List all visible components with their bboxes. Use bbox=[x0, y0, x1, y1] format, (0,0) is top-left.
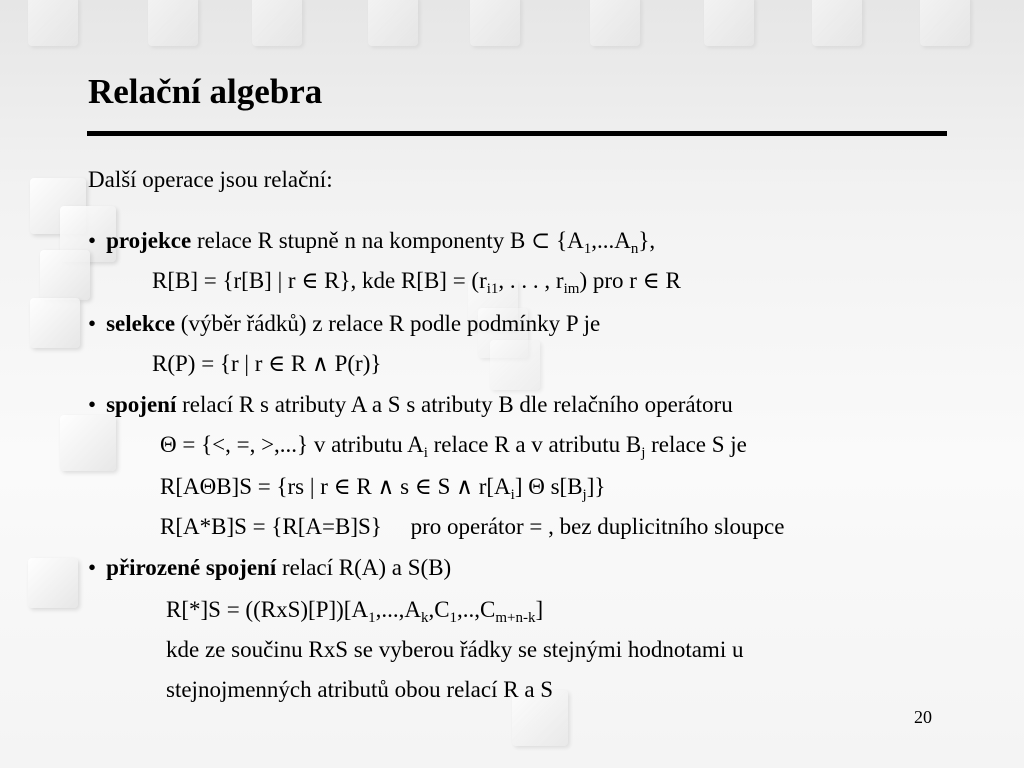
formula-text: Θ = {<, =, >,...} v atributu A bbox=[160, 432, 424, 457]
formula-selekce: R(P) = {r | r ∈ R ∧ P(r)} bbox=[152, 351, 382, 376]
subscript: i bbox=[423, 445, 428, 461]
decorative-square bbox=[252, 0, 302, 46]
subscript: j bbox=[582, 487, 587, 503]
subscript: k bbox=[420, 610, 429, 626]
list-item-prirozene-spojeni bbox=[88, 554, 451, 582]
list-item-selekce bbox=[88, 310, 600, 338]
decorative-square bbox=[28, 558, 78, 608]
explanation-line-1: kde ze součinu RxS se vyberou řádky se stejnými hodnotami u bbox=[166, 637, 744, 662]
formula-text: ,C bbox=[428, 597, 450, 622]
list-item-projekce bbox=[88, 227, 655, 255]
formula-text: R[AΘB]S = {rs | r ∈ R ∧ s ∈ S ∧ r[A bbox=[160, 474, 511, 499]
formula-projekce bbox=[152, 267, 681, 295]
formula-prirozene bbox=[166, 596, 543, 624]
bullet-icon: • bbox=[88, 555, 97, 580]
decorative-square bbox=[920, 0, 970, 46]
spojeni-text: relací R s atributy A a S s atributy B dle relačního operátoru bbox=[176, 392, 733, 417]
decorative-square bbox=[490, 340, 540, 390]
bullet-icon: • bbox=[88, 311, 97, 336]
title-underline bbox=[87, 131, 947, 136]
list-item-spojeni bbox=[88, 391, 733, 419]
subscript: 1 bbox=[583, 241, 592, 257]
subscript: 1 bbox=[449, 610, 458, 626]
subscript: 1 bbox=[368, 610, 376, 626]
decorative-square bbox=[590, 0, 640, 46]
prirozene-text: relací R(A) a S(B) bbox=[276, 555, 452, 580]
formula-text: ] Θ s[B bbox=[514, 474, 583, 499]
bullet-icon: • bbox=[88, 228, 97, 253]
slide-title: Relační algebra bbox=[88, 72, 323, 111]
formula-text: ,...,A bbox=[375, 597, 421, 622]
formula-spojeni-join bbox=[160, 473, 605, 501]
decorative-square bbox=[470, 0, 520, 46]
term-spojeni: spojení bbox=[106, 392, 177, 417]
decorative-square bbox=[60, 415, 116, 471]
subscript: i bbox=[510, 487, 515, 503]
decorative-square bbox=[704, 0, 754, 46]
decorative-square bbox=[148, 0, 198, 46]
formula-text: ,..,C bbox=[457, 597, 496, 622]
decorative-square bbox=[40, 250, 90, 300]
formula-text: ] bbox=[535, 597, 544, 622]
subscript: m+n-k bbox=[495, 610, 536, 626]
subscript: j bbox=[641, 445, 646, 461]
decorative-square bbox=[28, 0, 78, 46]
bullet-icon: • bbox=[88, 392, 97, 417]
projekce-text: relace R stupně n na komponenty B ⊂ {A bbox=[191, 228, 584, 253]
formula-spojeni-theta bbox=[160, 431, 747, 459]
projekce-text: ,...A bbox=[591, 228, 631, 253]
term-selekce: selekce bbox=[106, 311, 176, 336]
decorative-square bbox=[30, 298, 80, 348]
formula-text: , . . . , r bbox=[498, 268, 564, 293]
formula-text: R[*]S = ((RxS)[P])[A bbox=[166, 597, 369, 622]
subscript: i1 bbox=[486, 281, 499, 297]
formula-spojeni-star: R[A*B]S = {R[A=B]S} pro operátor = , bez duplicitního sloupce bbox=[160, 514, 785, 539]
page-number: 20 bbox=[914, 707, 932, 727]
decorative-square bbox=[812, 0, 862, 46]
term-projekce: projekce bbox=[106, 228, 192, 253]
formula-text: ) pro r ∈ R bbox=[579, 268, 681, 293]
subscript: n bbox=[630, 241, 639, 257]
selekce-text: (výběr řádků) z relace R podle podmínky P je bbox=[175, 311, 601, 336]
formula-text: relace R a v atributu B bbox=[427, 432, 642, 457]
projekce-text: }, bbox=[638, 228, 656, 253]
formula-text: ]} bbox=[586, 474, 606, 499]
formula-text: R[B] = {r[B] | r ∈ R}, kde R[B] = (r bbox=[152, 268, 487, 293]
term-prirozene-spojeni: přirozené spojení bbox=[106, 555, 277, 580]
explanation-line-2: stejnojmenných atributů obou relací R a S bbox=[166, 677, 554, 702]
decorative-square bbox=[368, 0, 418, 46]
formula-text: relace S je bbox=[645, 432, 747, 457]
intro-text: Další operace jsou relační: bbox=[88, 167, 333, 192]
subscript: im bbox=[563, 281, 580, 297]
